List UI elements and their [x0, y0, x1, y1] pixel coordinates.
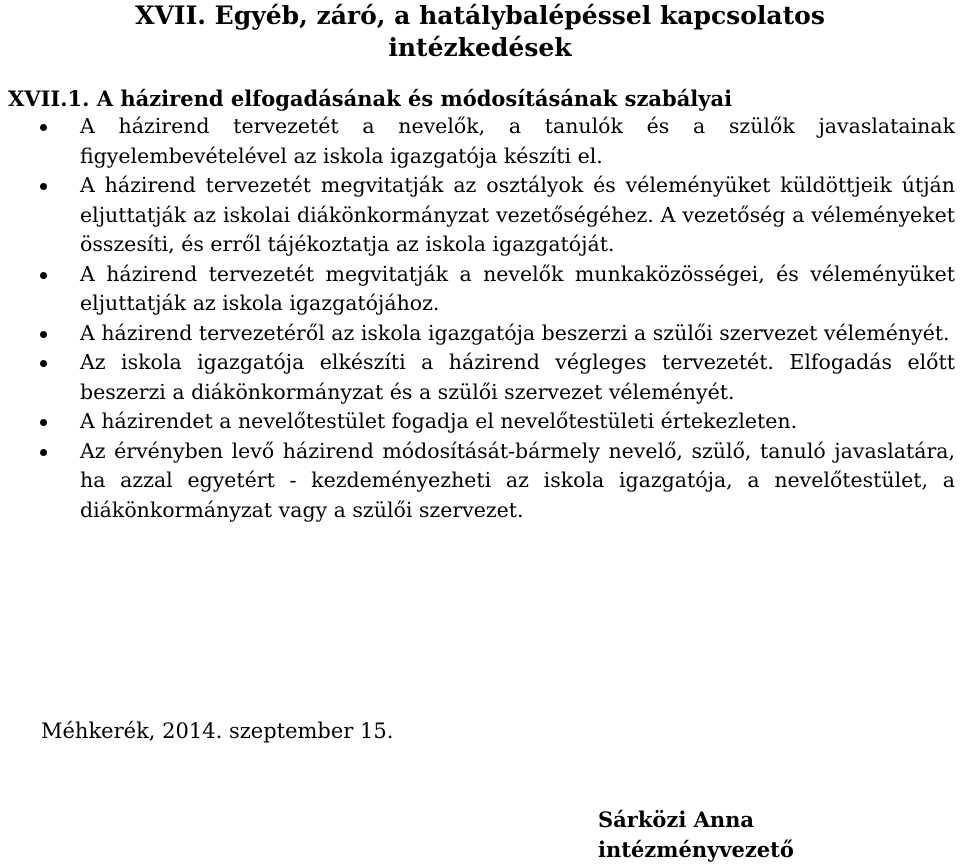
rule-item [0, 319, 955, 349]
chapter-title-line-1: XVII. Egyéb, záró, a hatálybalépéssel kapcsolatos [135, 1, 825, 30]
rule-item [0, 260, 955, 319]
rule-item [0, 171, 955, 260]
bullet-icon [40, 124, 47, 131]
signatory-name: Sárközi Anna [598, 807, 755, 832]
rule-text: A házirend tervezetét megvitatják a nevelők munkaközösségei, és véleményüket eljuttatják az iskola igazgatójához. [80, 261, 955, 315]
rules-list [0, 112, 960, 525]
rule-text: Az iskola igazgatója elkészíti a házirend végleges tervezetét. Elfogadás előtt beszerzi a diákönkormányzat és a szülői szervezet véleményét. [80, 350, 955, 404]
rule-item [0, 112, 955, 171]
bullet-icon [40, 360, 47, 367]
rule-text: A házirend tervezetét megvitatják az osztályok és véleményüket küldöttjeik útján eljuttatják az iskolai diákönkormányzat vezetőségéhez. A vezetőség a véleményeket összesíti, és erről tájékoztatja az iskola igazgatóját. [80, 173, 955, 256]
signature-block [598, 805, 794, 865]
rule-text: A házirend tervezetét a nevelők, a tanulók és a szülők javaslatainak figyelembevételével az iskola igazgatója készíti el. [80, 114, 955, 168]
rule-item [0, 407, 955, 437]
chapter-title-line-2: intézkedések [388, 33, 572, 62]
rule-text: A házirendet a nevelőtestület fogadja el nevelőtestületi értekezleten. [80, 409, 798, 433]
bullet-icon [40, 331, 47, 338]
bullet-icon [40, 449, 47, 456]
section-title: XVII.1. A házirend elfogadásának és módosításának szabályai [8, 86, 733, 111]
bullet-icon [40, 183, 47, 190]
chapter-title [80, 0, 880, 64]
bullet-icon [40, 272, 47, 279]
bullet-icon [40, 419, 47, 426]
rule-item [0, 348, 955, 407]
signatory-role: intézményvezető [598, 837, 794, 862]
rule-text: A házirend tervezetéről az iskola igazgatója beszerzi a szülői szervezet véleményét. [80, 320, 950, 345]
place-date: Méhkerék, 2014. szeptember 15. [41, 719, 394, 743]
rule-item [0, 437, 955, 526]
rule-text: Az érvényben levő házirend módosítását-bármely nevelő, szülő, tanuló javaslatára, ha azzal egyetért - kezdeményezheti az iskola igazgatója, a nevelőtestület, a diákönkormányzat vagy a szülői szervezet. [80, 438, 955, 522]
